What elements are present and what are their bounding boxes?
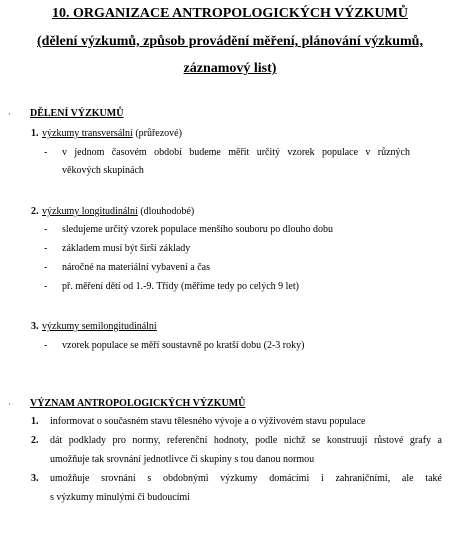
sub-dash: -	[44, 340, 48, 351]
section-bullet: ·	[8, 400, 11, 409]
point-number: 3.	[31, 473, 39, 484]
document-title: 10. ORGANIZACE ANTROPOLOGICKÝCH VÝZKUMŮ	[52, 6, 408, 21]
point-text-cont: umožňuje tak srovnání jednotlivce či skupiny s tou danou normou	[50, 454, 315, 465]
sub-text: náročné na materiální vybavení a čas	[62, 262, 210, 273]
item-number: 2.	[31, 206, 39, 217]
sub-dash: -	[44, 243, 48, 254]
sub-text-cont: věkových skupinách	[62, 165, 144, 176]
sub-text: př. měření dětí od 1.-9. Třídy (měříme tedy po celých 9 let)	[62, 281, 299, 292]
sub-text: sledujeme určitý vzorek populace menšího souboru po dlouho dobu	[62, 224, 334, 235]
sub-text: základem musí být širší základy	[62, 243, 191, 254]
section-heading-deleni: DĚLENÍ VÝZKUMŮ	[30, 108, 124, 119]
item-title: výzkumy transversální (průřezové)	[42, 128, 182, 139]
document-subtitle-line1: (dělení výzkumů, způsob provádění měření, plánování výzkumů,	[37, 34, 423, 49]
sub-dash: -	[44, 147, 48, 158]
point-number: 1.	[31, 416, 39, 427]
document-subtitle-line2: záznamový list)	[183, 61, 277, 76]
section-heading-vyznam: VÝZNAM ANTROPOLOGICKÝCH VÝZKUMŮ	[30, 398, 246, 409]
item-title: výzkumy longitudinální (dlouhodobé)	[42, 206, 195, 217]
sub-dash: -	[44, 281, 48, 292]
item-number: 3.	[31, 321, 39, 332]
sub-dash: -	[44, 262, 48, 273]
sub-dash: -	[44, 224, 48, 235]
point-text-cont: s výzkumy minulými či budoucími	[50, 492, 190, 503]
sub-text: vzorek populace se měří soustavně po kratší dobu (2-3 roky)	[62, 340, 305, 351]
point-text: umožňuje srovnání s obdobnými výzkumy domácími i zahraničními, ale také	[50, 473, 442, 484]
item-title: výzkumy semilongitudinální	[42, 321, 157, 332]
sub-text: v jednom časovém období budeme měřit určitý vzorek populace v různých	[62, 147, 410, 158]
section-bullet: ·	[8, 110, 11, 119]
point-text: informovat o současném stavu tělesného vývoje a o výživovém stavu populace	[50, 416, 366, 427]
item-number: 1.	[31, 128, 39, 139]
point-text: dát podklady pro normy, referenční hodnoty, podle nichž se konstruují růstové grafy a	[50, 435, 442, 446]
point-number: 2.	[31, 435, 39, 446]
